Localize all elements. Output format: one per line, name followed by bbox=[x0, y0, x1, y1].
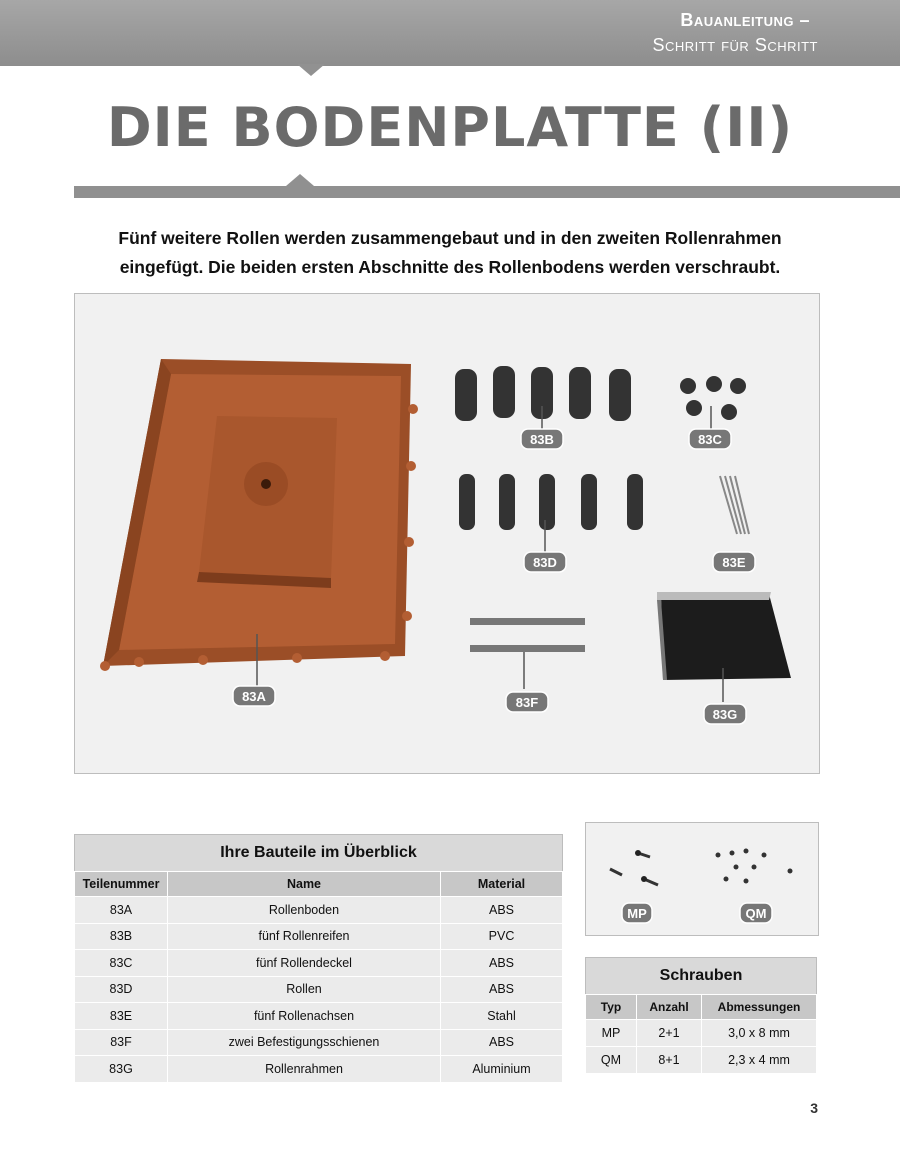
page-title: DIE BODENPLATTE (II) bbox=[106, 96, 794, 159]
cell-part-number: 83B bbox=[75, 923, 168, 950]
label-83f bbox=[506, 692, 548, 712]
svg-text:83F: 83F bbox=[515, 695, 539, 710]
col-header-count: Anzahl bbox=[637, 995, 702, 1020]
table-row bbox=[75, 897, 563, 924]
part-83f-illustration bbox=[470, 618, 585, 689]
screws-illustration bbox=[586, 823, 818, 935]
cell-dimensions: 2,3 x 4 mm bbox=[702, 1047, 817, 1074]
title-rule-notch bbox=[286, 174, 314, 186]
section-label: Bauanleitung – bbox=[680, 10, 810, 30]
cell-part-number: 83A bbox=[75, 897, 168, 924]
intro-line-1: Fünf weitere Rollen werden zusammengebaut und in den zweiten Rollenrahmen bbox=[118, 228, 782, 248]
cell-name: Rollen bbox=[168, 976, 441, 1003]
page-number: 3 bbox=[810, 1100, 818, 1116]
cell-material: ABS bbox=[441, 950, 563, 977]
cell-name: Rollenrahmen bbox=[168, 1056, 441, 1083]
svg-text:83A: 83A bbox=[242, 689, 266, 704]
svg-text:83C: 83C bbox=[698, 432, 722, 447]
screws-photo bbox=[585, 822, 819, 936]
cell-material: Aluminium bbox=[441, 1056, 563, 1083]
parts-table bbox=[74, 834, 563, 1083]
label-83g bbox=[704, 704, 746, 724]
part-83b-illustration bbox=[455, 366, 631, 429]
svg-text:QM: QM bbox=[745, 906, 767, 921]
part-83d-illustration bbox=[459, 474, 643, 552]
table-row bbox=[586, 1047, 817, 1074]
cell-part-number: 83C bbox=[75, 950, 168, 977]
intro-line-2: eingefügt. Die beiden ersten Abschnitte des Rollenbodens werden verschraubt. bbox=[119, 257, 781, 277]
screws-table-caption: Schrauben bbox=[586, 958, 817, 995]
table-row bbox=[586, 1020, 817, 1047]
cell-type: MP bbox=[586, 1020, 637, 1047]
cell-part-number: 83F bbox=[75, 1029, 168, 1056]
part-83e-illustration bbox=[720, 476, 749, 534]
table-row bbox=[75, 950, 563, 977]
svg-text:83D: 83D bbox=[533, 555, 557, 570]
label-qm bbox=[740, 903, 772, 923]
label-mp bbox=[622, 903, 652, 923]
parts-photo bbox=[74, 293, 820, 774]
screws-table bbox=[585, 957, 817, 1074]
cell-part-number: 83E bbox=[75, 1003, 168, 1030]
section-sublabel: Schritt für Schritt bbox=[652, 35, 818, 55]
intro-text bbox=[74, 224, 826, 282]
table-row bbox=[75, 1029, 563, 1056]
header-notch bbox=[297, 64, 325, 76]
label-83e bbox=[713, 552, 755, 572]
part-83g-illustration bbox=[657, 592, 791, 702]
cell-count: 8+1 bbox=[637, 1047, 702, 1074]
title-rule bbox=[74, 186, 900, 198]
table-row bbox=[75, 1003, 563, 1030]
cell-material: PVC bbox=[441, 923, 563, 950]
table-row bbox=[75, 923, 563, 950]
svg-text:83G: 83G bbox=[712, 707, 738, 722]
cell-material: ABS bbox=[441, 897, 563, 924]
cell-material: ABS bbox=[441, 1029, 563, 1056]
cell-name: fünf Rollendeckel bbox=[168, 950, 441, 977]
cell-dimensions: 3,0 x 8 mm bbox=[702, 1020, 817, 1047]
label-83a bbox=[233, 686, 275, 706]
part-83a-illustration bbox=[100, 359, 418, 686]
cell-part-number: 83D bbox=[75, 976, 168, 1003]
table-row bbox=[75, 976, 563, 1003]
label-83c bbox=[689, 429, 731, 449]
cell-count: 2+1 bbox=[637, 1020, 702, 1047]
cell-name: fünf Rollenreifen bbox=[168, 923, 441, 950]
cell-name: zwei Befestigungsschienen bbox=[168, 1029, 441, 1056]
svg-text:83E: 83E bbox=[722, 555, 746, 570]
header-bar bbox=[0, 0, 900, 66]
cell-type: QM bbox=[586, 1047, 637, 1074]
col-header-type: Typ bbox=[586, 995, 637, 1020]
col-header-part-number: Teilenummer bbox=[75, 872, 168, 897]
col-header-dimensions: Abmessungen bbox=[702, 995, 817, 1020]
cell-name: fünf Rollenachsen bbox=[168, 1003, 441, 1030]
part-83c-illustration bbox=[680, 376, 746, 429]
screws-mp-illustration bbox=[610, 850, 658, 885]
label-83d bbox=[524, 552, 566, 572]
col-header-name: Name bbox=[168, 872, 441, 897]
col-header-material: Material bbox=[441, 872, 563, 897]
svg-text:83B: 83B bbox=[530, 432, 554, 447]
cell-material: ABS bbox=[441, 976, 563, 1003]
screws-qm-illustration bbox=[716, 849, 793, 884]
parts-table-caption: Ihre Bauteile im Überblick bbox=[75, 835, 563, 872]
cell-name: Rollenboden bbox=[168, 897, 441, 924]
cell-part-number: 83G bbox=[75, 1056, 168, 1083]
label-83b bbox=[521, 429, 563, 449]
parts-illustration bbox=[75, 294, 819, 773]
table-row bbox=[75, 1056, 563, 1083]
svg-text:MP: MP bbox=[627, 906, 647, 921]
cell-material: Stahl bbox=[441, 1003, 563, 1030]
